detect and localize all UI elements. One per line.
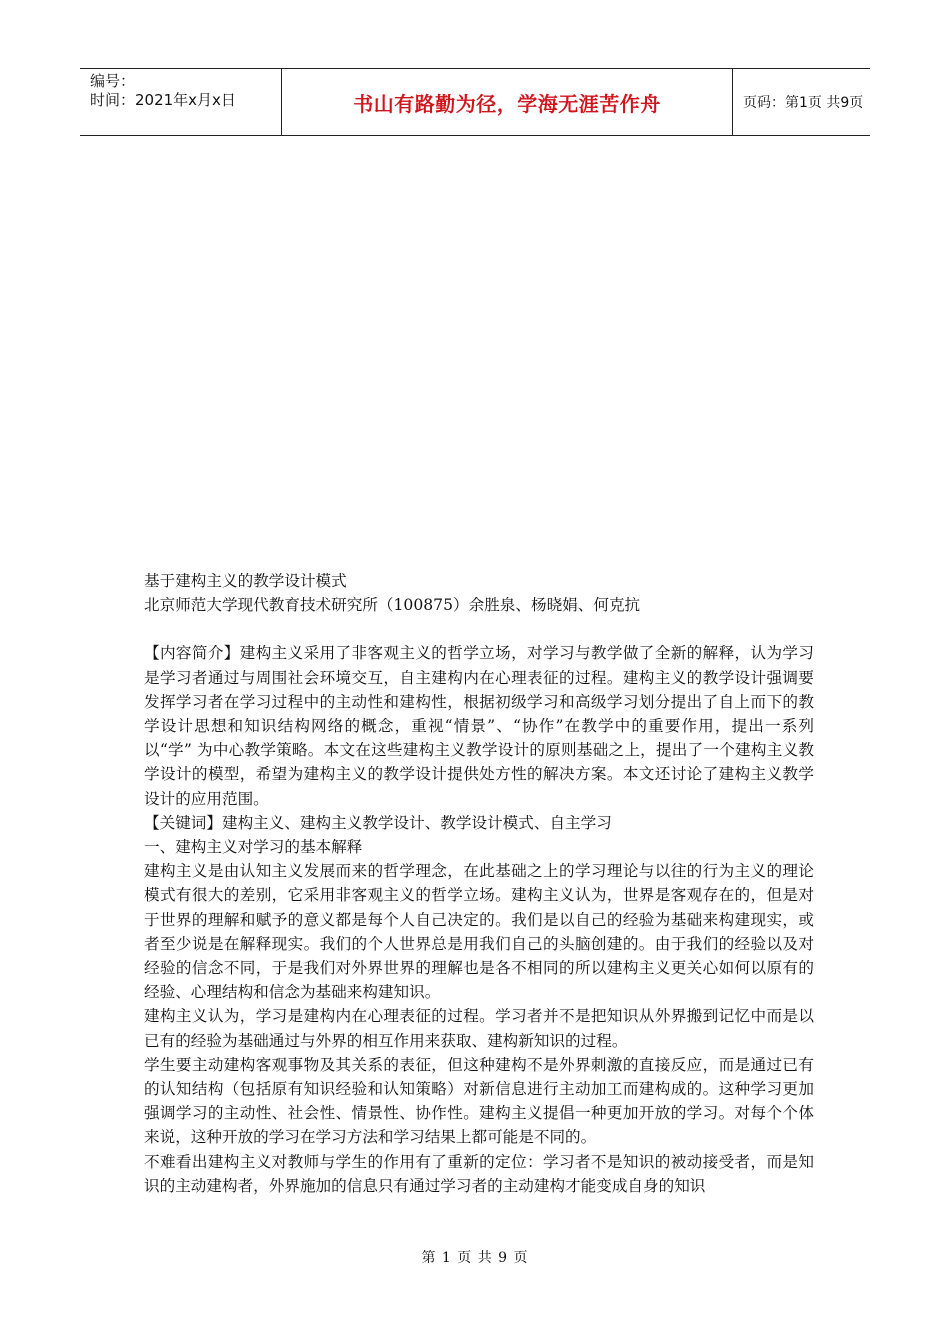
body-paragraph: 学生要主动建构客观事物及其关系的表征，但这种建构不是外界刺激的直接反应，而是通过已有的认知结构（包括原有知识经验和认知策略）对新信息进行主动加工而建构成的。这种学习更加强调学习的主动性、社会性、情景性、协作性。建构主义提倡一种更加开放的学习。对每个个体来说，这种开放的学习在学习方法和学习结果上都可能是不同的。 xyxy=(144,1055,814,1147)
article-body xyxy=(144,569,814,1198)
article-abstract: 【内容简介】建构主义采用了非客观主义的哲学立场，对学习与教学做了全新的解释，认为学习是学习者通过与周围社会环境交互，自主建构内在心理表征的过程。建构主义的教学设计强调要发挥学习者在学习过程中的主动性和建构性，根据初级学习和高级学习划分提出了自上而下的教学设计思想和知识结构网络的概念，重视“情景”、“协作”在教学中的重要作用，提出一系列以“学” 为中心教学策略。本文在这些建构主义教学设计的原则基础之上，提出了一个建构主义教学设计的模型，希望为建构主义的教学设计提供处方性的解决方案。本文还讨论了建构主义教学设计的应用范围。 xyxy=(144,644,814,808)
body-paragraph: 不难看出建构主义对教师与学生的作用有了重新的定位：学习者不是知识的被动接受者，而是知识的主动建构者，外界施加的信息只有通过学习者的主动建构才能变成自身的知识 xyxy=(144,1152,814,1195)
section-heading: 一、建构主义对学习的基本解释 xyxy=(144,838,363,857)
article-title: 基于建构主义的教学设计模式 xyxy=(144,572,347,590)
spacer xyxy=(144,617,814,641)
header-motto: 书山有路勤为径，学海无涯苦作舟 xyxy=(281,69,733,135)
document-header xyxy=(80,68,870,136)
document-number-label: 编号： xyxy=(90,72,136,90)
article-authors: 北京师范大学现代教育技术研究所（100875）余胜泉、杨晓娟、何克抗 xyxy=(144,596,641,615)
article-keywords: 【关键词】建构主义、建构主义教学设计、教学设计模式、自主学习 xyxy=(144,813,612,832)
page-footer: 第 1 页 共 9 页 xyxy=(421,1250,529,1266)
header-page-info: 页码：第1页 共9页 xyxy=(743,95,864,111)
body-paragraph: 建构主义认为，学习是建构内在心理表征的过程。学习者并不是把知识从外界搬到记忆中而是以已有的经验为基础通过与外界的相互作用来获取、建构新知识的过程。 xyxy=(144,1007,814,1050)
document-time-label: 时间：2021年x月x日 xyxy=(90,91,236,109)
body-paragraph: 建构主义是由认知主义发展而来的哲学理念，在此基础之上的学习理论与以往的行为主义的理论模式有很大的差别，它采用非客观主义的哲学立场。建构主义认为，世界是客观存在的，但是对于世界的理解和赋予的意义都是每个人自己决定的。我们是以自己的经验为基础来构建现实，或者至少说是在解释现实。我们的个人世界总是用我们自己的头脑创建的。由于我们的经验以及对经验的信念不同，于是我们对外界世界的理解也是各不相同的所以建构主义更关心如何以原有的经验、心理结构和信念为基础来构建知识。 xyxy=(144,862,814,1002)
header-meta xyxy=(80,69,280,135)
